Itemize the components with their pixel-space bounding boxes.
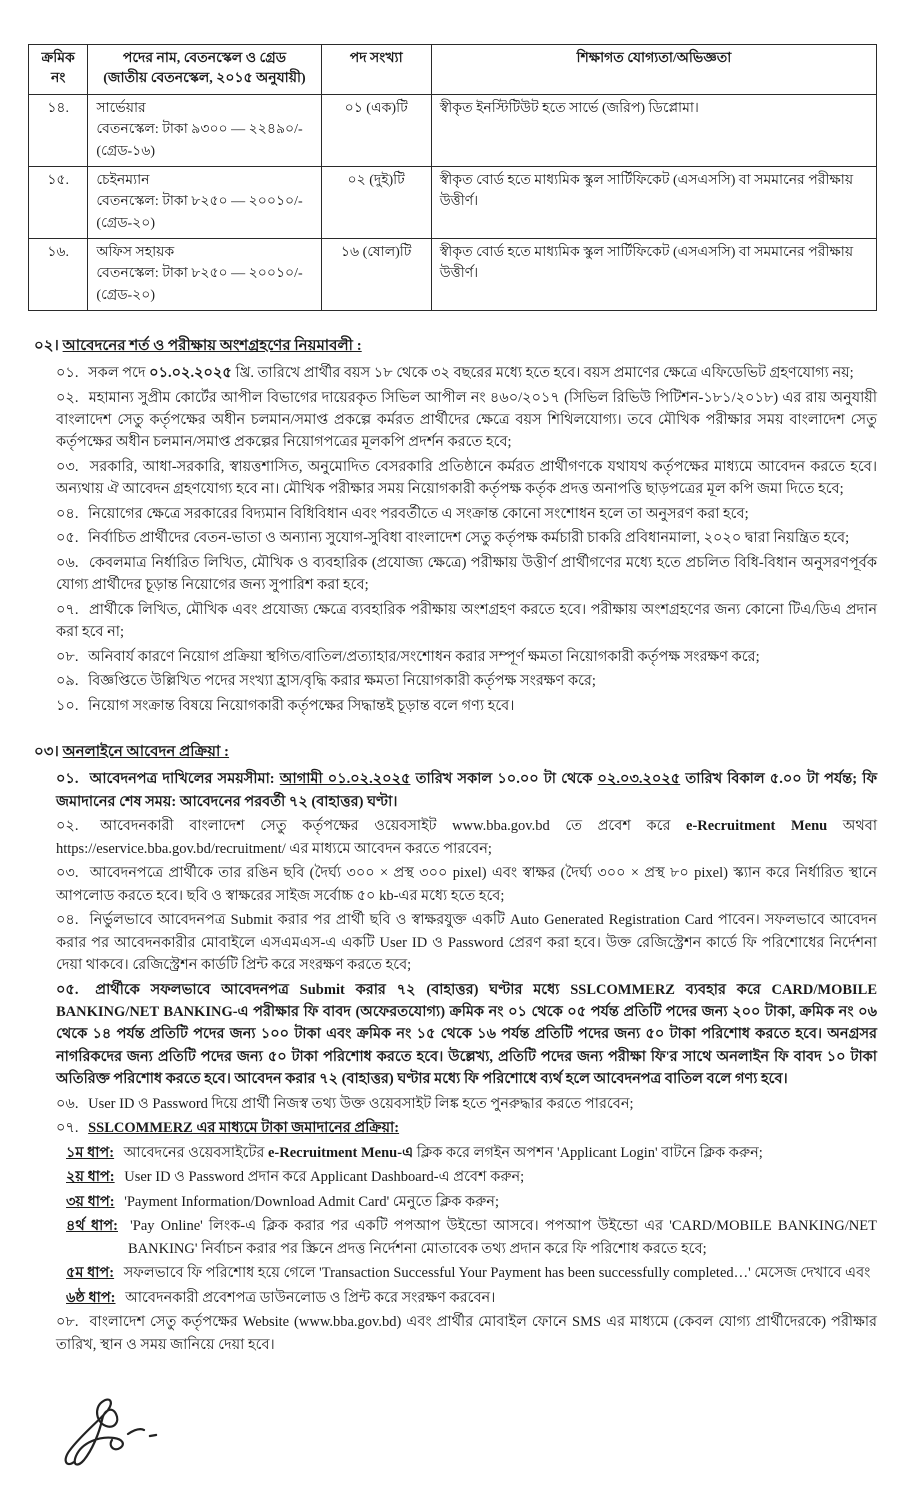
item-number: ০১. bbox=[56, 365, 79, 382]
application-start-date: আগামী ০১.০২.২০২৫ bbox=[279, 771, 411, 788]
online-item-01 bbox=[56, 768, 877, 813]
condition-item-09 bbox=[56, 670, 877, 692]
condition-item-06 bbox=[56, 552, 877, 597]
step-text: সফলভাবে ফি পরিশোধ হয়ে গেলে 'Transaction Successful Your Payment has been successfully completed…' মেসেজ দেখাবে এবং bbox=[123, 1265, 871, 1282]
item-text: মহামান্য সুপ্রীম কোর্টের আপীল বিভাগের দায়েরকৃত সিভিল আপীল নং ৪৬০/২০১৭ (সিভিল রিভিউ পিটিশন-১৮১/২০১৮) এর রায় অনুযায়ী বাংলাদেশ সেতু কর্তৃপক্ষের অধীন চলমান/সমাপ্ত প্রকল্পে কর্মরত প্রার্থীদের ক্ষেত্রে বয়স শিথিলযোগ্য। তবে মৌখিক পরীক্ষার সময় বাংলাদেশ সেতু কর্তৃপক্ষের অধীন চলমান/সমাপ্ত প্রকল্পের নিয়োগপত্রের মূলকপি প্রদর্শন করতে হবে; bbox=[56, 389, 877, 451]
signature-scribble-icon bbox=[56, 1390, 206, 1480]
vacancy-count: ০১ (এক)টি bbox=[321, 94, 431, 166]
condition-item-08 bbox=[56, 646, 877, 668]
post-details bbox=[88, 94, 321, 166]
item-text: সকল পদে bbox=[88, 365, 146, 382]
step-label: ২য় ধাপ: bbox=[66, 1169, 115, 1186]
pay-scale: বেতনস্কেল: টাকা ৯৩০০ — ২২৪৯০/- bbox=[96, 122, 303, 138]
item-number: ০২. bbox=[56, 818, 79, 835]
payment-step-2 bbox=[66, 1166, 877, 1188]
payment-step-4 bbox=[66, 1215, 877, 1260]
section-3-heading bbox=[34, 741, 877, 764]
payment-steps bbox=[66, 1142, 877, 1309]
section-application-conditions bbox=[28, 335, 877, 717]
e-recruitment-menu-label: e-Recruitment Menu-এ bbox=[268, 1144, 414, 1161]
item-number: ০৫. bbox=[56, 530, 79, 547]
grade: (গ্রেড-২০) bbox=[96, 216, 156, 232]
item-date-bold: ০১.০২.২০২৫ bbox=[149, 365, 232, 382]
post-details bbox=[88, 238, 321, 310]
post-name: চেইনম্যান bbox=[96, 172, 150, 188]
condition-item-02 bbox=[56, 387, 877, 454]
item-text: নির্ভুলভাবে আবেদনপত্র Submit করার পর প্রার্থী ছবি ও স্বাক্ষরযুক্ত একটি Auto Generated Registration Card পাবেন। সফলভাবে আবেদন করার পর আবেদনকারীর মোবাইলে এসএমএস-এ একটি User ID ও Password প্রেরণ করা হবে। উক্ত রেজিস্ট্রেশন কার্ডে ফি পরিশোধের নির্দেশনা দেয়া থাকবে। রেজিস্ট্রেশন কার্ডটি প্রিন্ট করে সংরক্ষণ করতে হবে; bbox=[56, 912, 877, 974]
qualification: স্বীকৃত বোর্ড হতে মাধ্যমিক স্কুল সার্টিফিকেট (এসএসসি) বা সমমানের পরীক্ষায় উত্তীর্ণ। bbox=[431, 166, 876, 238]
step-label: ৬ষ্ঠ ধাপ: bbox=[66, 1289, 116, 1306]
qualification: স্বীকৃত বোর্ড হতে মাধ্যমিক স্কুল সার্টিফিকেট (এসএসসি) বা সমমানের পরীক্ষায় উত্তীর্ণ। bbox=[431, 238, 876, 310]
payment-step-1 bbox=[66, 1142, 877, 1164]
online-item-08 bbox=[56, 1311, 877, 1356]
step-text: 'Payment Information/Download Admit Card' মেনুতে ক্লিক করুন; bbox=[124, 1193, 499, 1210]
header-serial-no: ক্রমিক নং bbox=[29, 45, 88, 95]
qualification: স্বীকৃত ইনস্টিটিউট হতে সার্ভে (জরিপ) ডিপ্লোমা। bbox=[431, 94, 876, 166]
step-label: ৪র্থ ধাপ: bbox=[66, 1218, 118, 1235]
step-text: ক্লিক করে লগইন অপশন 'Applicant Login' বাটনে ক্লিক করুন; bbox=[416, 1144, 763, 1161]
item-number: ০৮. bbox=[56, 1314, 79, 1331]
item-number: ০৫. bbox=[56, 981, 79, 998]
condition-item-04 bbox=[56, 503, 877, 525]
item-number: ০৬. bbox=[56, 554, 79, 571]
item-number: ০৪. bbox=[56, 912, 79, 929]
online-item-05-fee-payment bbox=[56, 979, 877, 1091]
item-number: ১০. bbox=[56, 697, 79, 714]
item-text: কেবলমাত্র নির্ধারিত লিখিত, মৌখিক ও ব্যবহারিক (প্রযোজ্য ক্ষেত্রে) পরীক্ষায় উত্তীর্ণ প্রার্থীগণের মধ্যে হতে প্রচলিত বিধি-বিধান অনুসরণপূর্বক যোগ্য প্রার্থীদের চূড়ান্ত নিয়োগের জন্য সুপারিশ করা হবে; bbox=[56, 554, 878, 594]
header-post-name-line2: (জাতীয় বেতনস্কেল, ২০১৫ অনুযায়ী) bbox=[103, 71, 306, 87]
online-item-06 bbox=[56, 1093, 877, 1115]
section-title: আবেদনের শর্ত ও পরীক্ষায় অংশগ্রহণের নিয়মাবলী : bbox=[62, 337, 362, 354]
sslcommerz-process-title: SSLCOMMERZ এর মাধ্যমে টাকা জমাদানের প্রক্রিয়া: bbox=[88, 1120, 400, 1137]
online-item-03 bbox=[56, 862, 877, 907]
item-text: নিয়োগের ক্ষেত্রে সরকারের বিদ্যমান বিধিবিধান এবং পরবর্তীতে এ সংক্রান্ত কোনো সংশোধন হলে তা অনুসরণ করা হবে; bbox=[88, 505, 749, 522]
item-number: ০১. bbox=[56, 771, 79, 788]
serial-no: ১৫. bbox=[29, 166, 88, 238]
item-text: অনিবার্য কারণে নিয়োগ প্রক্রিয়া স্থগিত/বাতিল/প্রত্যাহার/সংশোধন করার সম্পূর্ণ ক্ষমতা নিয়োগকারী কর্তৃপক্ষ সংরক্ষণ করে; bbox=[88, 648, 760, 665]
table-row bbox=[29, 238, 877, 310]
posts-table bbox=[28, 44, 877, 311]
section-3-items bbox=[56, 768, 877, 1356]
item-number: ০৬. bbox=[56, 1095, 79, 1112]
post-name: সার্ভেয়ার bbox=[96, 100, 146, 116]
condition-item-05 bbox=[56, 527, 877, 549]
signature-area bbox=[56, 1390, 877, 1480]
table-row bbox=[29, 166, 877, 238]
item-number: ০৭. bbox=[56, 1120, 79, 1137]
online-item-02 bbox=[56, 815, 877, 860]
header-qualification: শিক্ষাগত যোগ্যতা/অভিজ্ঞতা bbox=[431, 45, 876, 95]
item-text: নিয়োগ সংক্রান্ত বিষয়ে নিয়োগকারী কর্তৃপক্ষের সিদ্ধান্তই চূড়ান্ত বলে গণ্য হবে। bbox=[88, 697, 515, 714]
item-number: ০৩. bbox=[56, 865, 79, 882]
item-text: বাংলাদেশ সেতু কর্তৃপক্ষের Website (www.bba.gov.bd) এবং প্রার্থীর মোবাইল ফোনে SMS এর মাধ্যমে (কেবল যোগ্য প্রার্থীদেরকে) পরীক্ষার তারিখ, স্থান ও সময় জানিয়ে দেয়া হবে। bbox=[56, 1314, 878, 1353]
item-number: ০৭. bbox=[56, 601, 79, 618]
section-2-heading bbox=[34, 335, 877, 358]
item-text: অথবা https://eservice.bba.gov.bd/recruitment/ এর মাধ্যমে আবেদন করতে পারবেন; bbox=[56, 818, 878, 857]
step-text: আবেদনের ওয়েবসাইটের bbox=[123, 1144, 265, 1161]
post-details bbox=[88, 166, 321, 238]
section-number: ০৩। bbox=[34, 744, 59, 761]
post-name: অফিস সহায়ক bbox=[96, 244, 175, 260]
item-text: আবেদনকারী বাংলাদেশ সেতু কর্তৃপক্ষের ওয়েবসাইট www.bba.gov.bd তে প্রবেশ করে bbox=[100, 818, 671, 835]
payment-step-6 bbox=[66, 1287, 877, 1309]
step-label: ১ম ধাপ: bbox=[66, 1144, 115, 1161]
item-text: বিজ্ঞপ্তিতে উল্লিখিত পদের সংখ্যা হ্রাস/বৃদ্ধি করার ক্ষমতা নিয়োগকারী কর্তৃপক্ষ সংরক্ষণ করে; bbox=[88, 673, 596, 690]
table-header-row bbox=[29, 45, 877, 95]
pay-scale: বেতনস্কেল: টাকা ৮২৫০ — ২০০১০/- bbox=[96, 266, 303, 282]
serial-no: ১৪. bbox=[29, 94, 88, 166]
vacancy-count: ১৬ (ষোল)টি bbox=[321, 238, 431, 310]
step-text: 'Pay Online' লিংক-এ ক্লিক করার পর একটি পপআপ উইন্ডো আসবে। পপআপ উইন্ডো এর 'CARD/MOBILE BANKING/NET BANKING' নির্বাচন করার পর স্ক্রিনে প্রদত্ত নির্দেশনা মোতাবেক তথ্য প্রদান করে ফি পরিশোধ করতে হবে; bbox=[128, 1218, 877, 1257]
serial-no: ১৬. bbox=[29, 238, 88, 310]
section-online-application bbox=[28, 741, 877, 1356]
vacancy-count: ০২ (দুই)টি bbox=[321, 166, 431, 238]
item-text: তারিখ সকাল ১০.০০ টা থেকে bbox=[415, 771, 593, 788]
step-text: আবেদনকারী প্রবেশপত্র ডাউনলোড ও প্রিন্ট করে সংরক্ষণ করবেন। bbox=[125, 1289, 496, 1306]
header-post-count: পদ সংখ্যা bbox=[321, 45, 431, 95]
header-post-name bbox=[88, 45, 321, 95]
online-item-04 bbox=[56, 909, 877, 976]
step-label: ৩য় ধাপ: bbox=[66, 1193, 115, 1210]
item-number: ০৮. bbox=[56, 648, 79, 665]
item-text: তারিখ বিকাল ৫.০০ টা পর্যন্ত; ফি জমাদানের শেষ সময়: আবেদনের পরবর্তী ৭২ (বাহাত্তর) ঘণ্টা। bbox=[56, 771, 878, 810]
item-text: প্রার্থীকে সফলভাবে আবেদনপত্র Submit করার ৭২ (বাহাত্তর) ঘণ্টার মধ্যে SSLCOMMERZ ব্যবহার করে CARD/MOBILE BANKING/NET BANKING-এ পরীক্ষার ফি বাবদ (অফেরতযোগ্য) ক্রমিক নং ০১ থেকে ০৫ পর্যন্ত প্রতিটি পদের জন্য ২০০ টাকা, ক্রমিক নং ০৬ থেকে ১৪ পর্যন্ত প্রতিটি পদের জন্য ১০০ টাকা এবং ক্রমিক নং ১৫ থেকে ১৬ পর্যন্ত প্রতিটি পদের জন্য ৫০ টাকা পরিশোধ করতে হবে। অনগ্রসর নাগরিকদের জন্য প্রতিটি পদের জন্য ৫০ টাকা পরিশোধ করতে হবে। উল্লেখ্য, প্রতিটি পদের জন্য পরীক্ষা ফি'র সাথে অনলাইন ফি বাবদ ১০ টাকা অতিরিক্ত পরিশোধ করতে হবে। আবেদন করার ৭২ (বাহাত্তর) ঘণ্টার মধ্যে ফি পরিশোধে ব্যর্থ হলে আবেদনপত্র বাতিল বলে গণ্য হবে। bbox=[56, 981, 878, 1088]
section-number: ০২। bbox=[34, 337, 59, 354]
section-title: অনলাইনে আবেদন প্রক্রিয়া : bbox=[62, 744, 230, 761]
step-label: ৫ম ধাপ: bbox=[66, 1265, 115, 1282]
grade: (গ্রেড-২০) bbox=[96, 288, 156, 304]
condition-item-03 bbox=[56, 456, 877, 501]
application-end-date: ০২.০৩.২০২৫ bbox=[597, 771, 681, 788]
pay-scale: বেতনস্কেল: টাকা ৮২৫০ — ২০০১০/- bbox=[96, 194, 303, 210]
item-text: নির্বাচিত প্রার্থীদের বেতন-ভাতা ও অন্যান্য সুযোগ-সুবিধা বাংলাদেশ সেতু কর্তৃপক্ষ কর্মচারী চাকরি প্রবিধানমালা, ২০২০ দ্বারা নিয়ন্ত্রিত হবে; bbox=[88, 530, 850, 547]
item-number: ০৪. bbox=[56, 505, 79, 522]
online-item-07-sslcommerz-heading bbox=[56, 1117, 877, 1139]
condition-item-01 bbox=[56, 362, 877, 384]
item-number: ০৯. bbox=[56, 673, 79, 690]
step-text: User ID ও Password প্রদান করে Applicant Dashboard-এ প্রবেশ করুন; bbox=[124, 1169, 525, 1186]
header-post-name-line1: পদের নাম, বেতনস্কেল ও গ্রেড bbox=[122, 51, 287, 66]
item-text: খ্রি. তারিখে প্রার্থীর বয়স ১৮ থেকে ৩২ বছরের মধ্যে হতে হবে। বয়স প্রমাণের ক্ষেত্রে এফিডেভিট গ্রহণযোগ্য নয়; bbox=[235, 365, 854, 382]
section-2-items bbox=[56, 362, 877, 717]
table-row bbox=[29, 94, 877, 166]
item-text: আবেদনপত্রে প্রার্থীকে তার রঙিন ছবি (দৈর্ঘ্য ৩০০ × প্রস্থ ৩০০ pixel) এবং স্বাক্ষর (দৈর্ঘ্য ৩০০ × প্রস্থ ৮০ pixel) স্ক্যান করে নির্ধারিত স্থানে আপলোড করতে হবে। ছবি ও স্বাক্ষরের সাইজ সর্বোচ্চ ৫০ kb-এর মধ্যে হতে হবে; bbox=[56, 865, 877, 904]
payment-step-5 bbox=[66, 1262, 877, 1284]
payment-step-3 bbox=[66, 1191, 877, 1213]
item-text: আবেদনপত্র দাখিলের সময়সীমা: bbox=[89, 771, 275, 788]
item-number: ০২. bbox=[56, 389, 79, 406]
condition-item-10 bbox=[56, 695, 877, 717]
e-recruitment-menu-label: e-Recruitment Menu bbox=[686, 818, 828, 835]
item-text: প্রার্থীকে লিখিত, মৌখিক এবং প্রযোজ্য ক্ষেত্রে ব্যবহারিক পরীক্ষায় অংশগ্রহণ করতে হবে। পরীক্ষায় অংশগ্রহণের জন্য কোনো টিএ/ডিএ প্রদান করা হবে না; bbox=[56, 601, 878, 641]
condition-item-07 bbox=[56, 599, 877, 644]
item-text: সরকারি, আধা-সরকারি, স্বায়ত্তশাসিত, অনুমোদিত বেসরকারি প্রতিষ্ঠানে কর্মরত প্রার্থীগণকে যথাযথ কর্তৃপক্ষের মাধ্যমে আবেদন করতে হবে। অন্যথায় ঐ আবেদন গ্রহণযোগ্য হবে না। মৌখিক পরীক্ষার সময় নিয়োগকারী কর্তৃপক্ষ কর্তৃক প্রদত্ত অনাপত্তি ছাড়পত্রের মূল কপি জমা দিতে হবে; bbox=[56, 458, 878, 498]
item-text: User ID ও Password দিয়ে প্রার্থী নিজস্ব তথ্য উক্ত ওয়েবসাইট লিঙ্ক হতে পুনরুদ্ধার করতে পারবেন; bbox=[88, 1095, 634, 1112]
grade: (গ্রেড-১৬) bbox=[96, 143, 156, 159]
item-number: ০৩. bbox=[56, 458, 79, 475]
